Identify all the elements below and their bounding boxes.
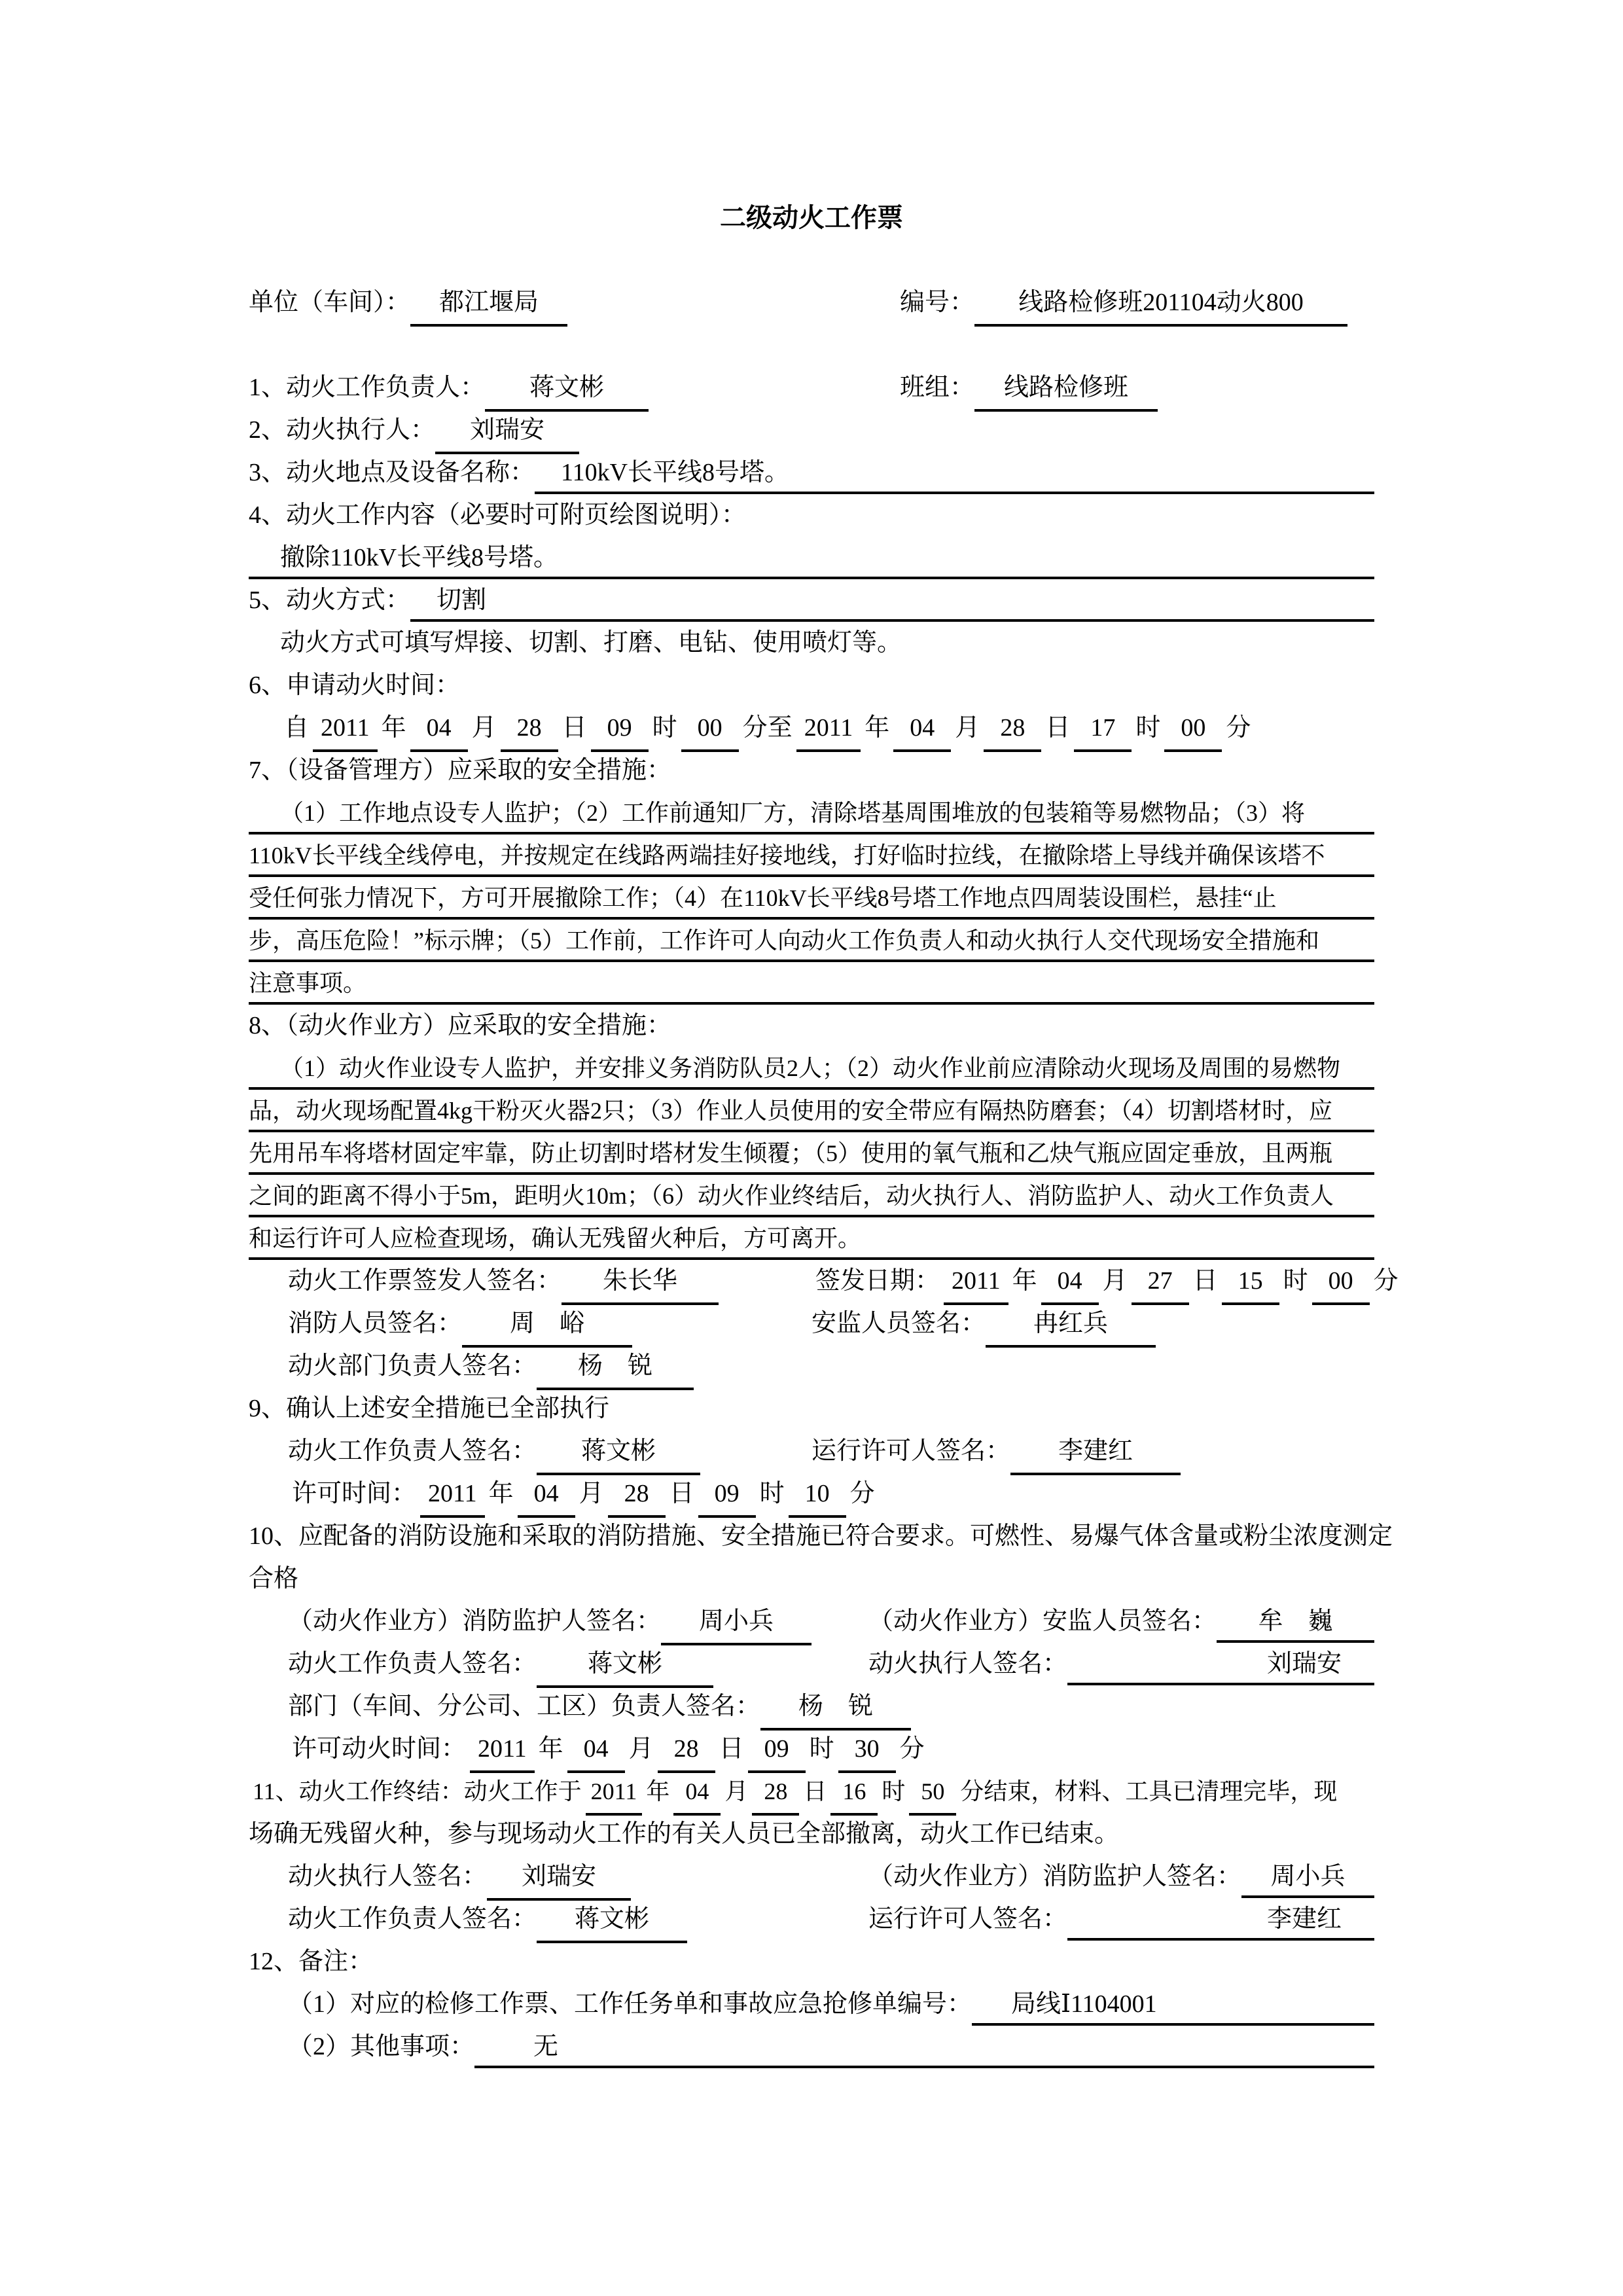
field-text: 年 bbox=[1012, 1267, 1037, 1295]
field-text: 时 bbox=[652, 714, 677, 742]
filled-blank: 09 bbox=[698, 1473, 756, 1518]
field-text: 月 bbox=[955, 714, 980, 742]
row-section10-line1: 10、应配备的消防设施和采取的消防措施、安全措施已符合要求。可燃性、易爆气体含量或粉尘浓度测定 bbox=[249, 1522, 1393, 1550]
safety-supervisor-signature-blank: 冉红兵 bbox=[986, 1302, 1156, 1348]
fire-personnel-signature-label: 消防人员签名： bbox=[288, 1310, 463, 1337]
unit-label: 单位（车间）： bbox=[249, 289, 411, 316]
section8-measures bbox=[249, 1047, 1374, 1260]
fire-executor-blank: 刘瑞安 bbox=[435, 409, 579, 454]
field-text: 时 bbox=[759, 1480, 785, 1507]
row-fire-dept-head-signature bbox=[249, 1345, 1374, 1388]
filled-blank: 28 bbox=[501, 707, 558, 752]
filled-blank: 28 bbox=[658, 1728, 715, 1773]
field-text: 日 bbox=[803, 1778, 827, 1804]
fire-method-note: 动火方式可填写焊接、切割、打磨、电钻、使用喷灯等。 bbox=[280, 629, 902, 656]
s11-executor-signature-label: 动火执行人签名： bbox=[288, 1863, 488, 1890]
remark1-blank: 局线Ⅰ1104001 bbox=[972, 1983, 1374, 2026]
filled-blank: 2011 bbox=[420, 1473, 485, 1518]
remark2-label: （2）其他事项： bbox=[288, 2033, 475, 2060]
row-s10-fire-watcher bbox=[249, 1600, 1374, 1643]
field-text: 许可动火时间： bbox=[292, 1735, 467, 1763]
s10-executor-signature-label: 动火执行人签名： bbox=[868, 1650, 1068, 1677]
row-section7-label bbox=[249, 749, 1374, 792]
paragraph-line: （1）工作地点设专人监护；（2）工作前通知厂方，清除塔基周围堆放的包装箱等易燃物品；（3）将 bbox=[249, 792, 1374, 834]
issue-date-group bbox=[812, 1260, 1402, 1302]
filled-blank: 2011 bbox=[586, 1770, 643, 1816]
field-text: 月 bbox=[724, 1778, 749, 1804]
form-content bbox=[249, 196, 1399, 2068]
filled-blank: 04 bbox=[1041, 1260, 1099, 1305]
apply-time-value bbox=[249, 707, 1374, 749]
fire-method-blank: 切割 bbox=[410, 579, 1374, 622]
field-text: 日 bbox=[669, 1480, 694, 1507]
filled-blank: 2011 bbox=[470, 1728, 535, 1773]
spacer bbox=[249, 324, 1374, 367]
paragraph-line: 注意事项。 bbox=[249, 962, 1374, 1005]
row-remark1 bbox=[249, 1983, 1374, 2026]
s9-leader-signature-blank: 蒋文彬 bbox=[537, 1430, 700, 1475]
field-text: 分至 bbox=[742, 714, 793, 742]
field-text: 月 bbox=[579, 1480, 604, 1507]
remark1-label: （1）对应的检修工作票、工作任务单和事故应急抢修单编号： bbox=[288, 1990, 972, 2018]
s10-safety-supervisor-label: （动火作业方）安监人员签名： bbox=[868, 1607, 1217, 1635]
fire-leader-blank: 蒋文彬 bbox=[485, 367, 649, 412]
paragraph-line: 先用吊车将塔材固定牢靠，防止切割时塔材发生倾覆；（5）使用的氧气瓶和乙炔气瓶应固定垂放，且两瓶 bbox=[249, 1132, 1374, 1175]
field-text: 签发日期： bbox=[815, 1267, 940, 1295]
s9-operation-permitter-blank: 李建红 bbox=[1010, 1430, 1181, 1475]
filled-blank: 09 bbox=[748, 1728, 806, 1773]
row-permit-fire-time bbox=[249, 1728, 1374, 1770]
field-text: 日 bbox=[1045, 714, 1071, 742]
paragraph-line: 之间的距离不得小于5m，距明火10m；（6）动火作业终结后，动火执行人、消防监护人、动火工作负责人 bbox=[249, 1175, 1374, 1217]
fire-executor-label: 2、动火执行人： bbox=[249, 416, 436, 444]
s11-operation-permitter-blank: 李建红 bbox=[1067, 1898, 1374, 1941]
field-text: 月 bbox=[628, 1735, 654, 1763]
paragraph-line: （1）动火作业设专人监护，并安排义务消防队员2人；（2）动火作业前应清除动火现场及周围的易燃物 bbox=[249, 1047, 1374, 1090]
field-text: 分结束，材料、工具已清理完毕，现 bbox=[960, 1778, 1338, 1804]
row-fire-leader bbox=[249, 367, 1374, 409]
fire-work-content-blank: 撤除110kV长平线8号塔。 bbox=[249, 537, 1374, 579]
field-text: 日 bbox=[1192, 1267, 1218, 1295]
row-permit-time bbox=[249, 1473, 1374, 1515]
filled-blank: 04 bbox=[410, 707, 468, 752]
s11-executor-signature-blank: 刘瑞安 bbox=[487, 1856, 631, 1901]
field-text: 分 bbox=[1226, 714, 1251, 742]
row-fire-executor bbox=[249, 409, 1374, 452]
field-text: 时 bbox=[882, 1778, 906, 1804]
filled-blank: 28 bbox=[752, 1770, 799, 1816]
row-s11-exec-fw bbox=[249, 1856, 1374, 1898]
filled-blank: 16 bbox=[830, 1770, 878, 1816]
field-text: 时 bbox=[1135, 714, 1161, 742]
filled-blank: 28 bbox=[984, 707, 1041, 752]
s10-leader-signature-blank: 蒋文彬 bbox=[537, 1643, 713, 1688]
field-text: 分 bbox=[849, 1480, 875, 1507]
section7-label: 7、（设备管理方）应采取的安全措施： bbox=[249, 757, 672, 784]
field-text: 11、动火工作终结：动火工作于 bbox=[253, 1778, 582, 1804]
row-section9-signatures bbox=[249, 1430, 1374, 1473]
paragraph-line: 品，动火现场配置4kg干粉灭火器2只；（3）作业人员使用的安全带应有隔热防磨套；（4）切割塔材时，应 bbox=[249, 1090, 1374, 1132]
s10-exec-group bbox=[868, 1643, 1374, 1685]
apply-time-label: 6、申请动火时间： bbox=[249, 672, 461, 699]
filled-blank: 50 bbox=[909, 1770, 956, 1816]
fire-leader-label: 1、动火工作负责人： bbox=[249, 374, 486, 401]
remark2-blank: 无 bbox=[474, 2026, 1374, 2068]
header-row bbox=[249, 281, 1374, 324]
paragraph-line: 110kV长平线全线停电，并按规定在线路两端挂好接地线，打好临时拉线，在撤除塔上导线并确保该塔不 bbox=[249, 834, 1374, 877]
s11-fire-watcher-label: （动火作业方）消防监护人签名： bbox=[868, 1863, 1242, 1890]
filled-blank: 17 bbox=[1074, 707, 1132, 752]
filled-blank: 30 bbox=[838, 1728, 896, 1773]
spacer bbox=[249, 239, 1374, 281]
field-text: 分 bbox=[899, 1735, 925, 1763]
filled-blank: 2011 bbox=[944, 1260, 1008, 1305]
fire-work-content-label: 4、动火工作内容（必要时可附页绘图说明）： bbox=[249, 501, 747, 529]
section8-label: 8、（动火作业方）应采取的安全措施： bbox=[249, 1012, 672, 1039]
s10-dept-head-blank: 杨 锐 bbox=[760, 1685, 911, 1731]
s10-fire-watcher-label: （动火作业方）消防监护人签名： bbox=[288, 1607, 662, 1635]
s11-leader-signature-label: 动火工作负责人签名： bbox=[288, 1905, 537, 1933]
fire-dept-head-signature-blank: 杨 锐 bbox=[537, 1345, 694, 1390]
filled-blank: 15 bbox=[1222, 1260, 1279, 1305]
paragraph-line: 受任何张力情况下，方可开展撤除工作；（4）在110kV长平线8号塔工作地点四周装设围栏，悬挂“止 bbox=[249, 877, 1374, 920]
section9-label: 9、确认上述安全措施已全部执行 bbox=[249, 1395, 610, 1422]
row-section10-line2: 合格 bbox=[249, 1565, 299, 1592]
filled-blank: 2011 bbox=[313, 707, 378, 752]
paragraph-line: 步，高压危险！”标示牌；（5）工作前，工作许可人向动火工作负责人和动火执行人交代现场安全措施和 bbox=[249, 920, 1374, 962]
row-s10-leader-exec bbox=[249, 1643, 1374, 1685]
unit-value-blank: 都江堰局 bbox=[410, 281, 567, 327]
filled-blank: 09 bbox=[591, 707, 649, 752]
s11-fire-watcher-blank: 周小兵 bbox=[1241, 1856, 1374, 1898]
filled-blank: 04 bbox=[567, 1728, 625, 1773]
row-section11-line2: 场确无残留火种，参与现场动火工作的有关人员已全部撤离，动火工作已结束。 bbox=[249, 1820, 1120, 1848]
fire-dept-head-signature-label: 动火部门负责人签名： bbox=[288, 1352, 537, 1380]
s10-safety-supervisor-blank: 牟 巍 bbox=[1217, 1600, 1374, 1643]
filled-blank: 00 bbox=[1164, 707, 1222, 752]
team-group bbox=[900, 367, 1158, 409]
fire-location-label: 3、动火地点及设备名称： bbox=[249, 459, 535, 486]
s11-operation-permitter-label: 运行许可人签名： bbox=[868, 1905, 1068, 1933]
filled-blank: 28 bbox=[608, 1473, 666, 1518]
field-text: 月 bbox=[471, 714, 497, 742]
filled-blank: 10 bbox=[789, 1473, 846, 1518]
row-s11-leader-permit bbox=[249, 1898, 1374, 1941]
field-text: 年 bbox=[488, 1480, 514, 1507]
s10-safety-group bbox=[868, 1600, 1374, 1643]
doc-number-group bbox=[900, 281, 1347, 324]
s9-permit-group bbox=[812, 1430, 1181, 1473]
safety-supervisor-signature-label: 安监人员签名： bbox=[812, 1310, 986, 1337]
row-section9-label bbox=[249, 1388, 1374, 1430]
row-apply-time-label bbox=[249, 664, 1374, 707]
field-text: 许可时间： bbox=[292, 1480, 417, 1507]
row-section12-label: 12、备注： bbox=[249, 1948, 374, 1975]
safety-supervisor-group bbox=[812, 1302, 1156, 1345]
field-text: 时 bbox=[809, 1735, 834, 1763]
issuer-signature-blank: 朱长华 bbox=[562, 1260, 719, 1305]
row-fire-method bbox=[249, 579, 1374, 622]
team-label: 班组： bbox=[900, 374, 975, 401]
s10-dept-head-label: 部门（车间、分公司、工区）负责人签名： bbox=[288, 1693, 761, 1720]
filled-blank: 04 bbox=[893, 707, 951, 752]
page-title: 二级动火工作票 bbox=[720, 203, 903, 232]
paragraph-line: 和运行许可人应检查现场，确认无残留火种后，方可离开。 bbox=[249, 1217, 1374, 1260]
s10-fire-watcher-blank: 周小兵 bbox=[661, 1600, 812, 1645]
doc-number-label: 编号： bbox=[900, 289, 975, 316]
filled-blank: 00 bbox=[681, 707, 739, 752]
fire-personnel-signature-blank: 周 峪 bbox=[462, 1302, 632, 1348]
field-text: 自 bbox=[284, 714, 310, 742]
s11-permit-group bbox=[868, 1898, 1374, 1941]
field-text: 年 bbox=[381, 714, 406, 742]
row-remark2 bbox=[249, 2026, 1374, 2068]
field-text: 日 bbox=[719, 1735, 744, 1763]
field-text: 时 bbox=[1283, 1267, 1308, 1295]
doc-number-blank: 线路检修班201104动火800 bbox=[974, 281, 1347, 327]
issuer-signature-label: 动火工作票签发人签名： bbox=[288, 1267, 562, 1295]
row-section8-label bbox=[249, 1005, 1374, 1047]
s10-executor-signature-blank: 刘瑞安 bbox=[1067, 1643, 1374, 1685]
row-fire-work-content-label bbox=[249, 494, 1374, 537]
section7-measures bbox=[249, 792, 1374, 1005]
filled-blank: 04 bbox=[518, 1473, 575, 1518]
row-fire-personnel-signature bbox=[249, 1302, 1374, 1345]
filled-blank: 04 bbox=[673, 1770, 721, 1816]
field-text: 年 bbox=[646, 1778, 670, 1804]
filled-blank: 2011 bbox=[796, 707, 861, 752]
s9-operation-permitter-label: 运行许可人签名： bbox=[812, 1437, 1011, 1465]
row-fire-location bbox=[249, 452, 1374, 494]
field-text: 分 bbox=[1373, 1267, 1399, 1295]
fire-location-blank: 110kV长平线8号塔。 bbox=[535, 452, 1374, 494]
filled-blank: 27 bbox=[1132, 1260, 1189, 1305]
s9-leader-signature-label: 动火工作负责人签名： bbox=[288, 1437, 537, 1465]
row-section11-line1 bbox=[249, 1770, 1374, 1813]
fire-method-label: 5、动火方式： bbox=[249, 586, 411, 614]
filled-blank: 00 bbox=[1312, 1260, 1370, 1305]
team-blank: 线路检修班 bbox=[974, 367, 1158, 412]
field-text: 年 bbox=[538, 1735, 563, 1763]
field-text: 月 bbox=[1102, 1267, 1128, 1295]
s11-fw-group bbox=[868, 1856, 1374, 1898]
row-issuer-signature bbox=[249, 1260, 1399, 1302]
field-text: 日 bbox=[562, 714, 587, 742]
s11-leader-signature-blank: 蒋文彬 bbox=[537, 1898, 687, 1943]
s10-leader-signature-label: 动火工作负责人签名： bbox=[288, 1650, 537, 1677]
field-text: 年 bbox=[865, 714, 890, 742]
row-s10-dept-head bbox=[249, 1685, 1374, 1728]
